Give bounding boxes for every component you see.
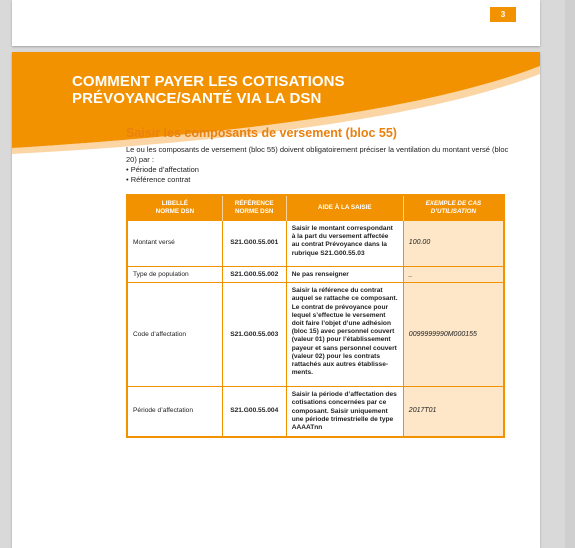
cell-reference: S21.G00.55.002 [222, 267, 286, 283]
table-row [127, 387, 504, 437]
viewer-scrollbar[interactable] [565, 0, 575, 548]
cell-exemple: 2017T01 [403, 387, 504, 437]
table-header-row [127, 195, 504, 221]
bullet-item: • Période d’affectation [126, 165, 199, 174]
section-bullets [126, 165, 516, 184]
cell-reference: S21.G00.55.001 [222, 221, 286, 267]
table-row [127, 267, 504, 283]
header-exemple: EXEMPLE DE CAS D’UTILISATION [403, 195, 504, 221]
page-number-badge: 3 [490, 7, 516, 22]
bullet-item: • Référence contrat [126, 174, 191, 184]
cell-aide: Ne pas renseigner [286, 267, 403, 283]
cell-reference: S21.G00.55.003 [222, 283, 286, 387]
cell-exemple: 100.00 [403, 221, 504, 267]
cell-aide: Saisir la période d’affectation des cotisations concernées par ce composant. Saisir uniquement une période trimestrielle de type AAAATnn [286, 387, 403, 437]
section-block [126, 126, 516, 184]
header-reference: RÉFÉRENCE NORME DSN [222, 195, 286, 221]
header-libelle: LIBELLÉ NORME DSN [127, 195, 222, 221]
table-row [127, 221, 504, 267]
banner-title [72, 73, 492, 107]
cell-aide: Saisir la référence du contrat auquel se rattache ce composant. Le contrat de prévoyance pour lequel s’effectue le versement doit faire l’objet d’une adhésion (bloc 15) avec personnel couvert (valeur 01) pour l’établissement payeur et sans personnel couvert (valeur 02) pour les contrats rattachés aux autres établisse-ments. [286, 283, 403, 387]
section-intro: Le ou les composants de versement (bloc 55) doivent obligatoirement préciser la ventilation du montant versé (bloc 20) par : [126, 145, 509, 164]
dsn-table [126, 194, 505, 438]
header-aide: AIDE À LA SAISIE [286, 195, 403, 221]
banner-title-line-1: COMMENT PAYER LES COTISATIONS [72, 73, 345, 90]
cell-libelle: Période d’affectation [127, 387, 222, 437]
banner-title-line-2: PRÉVOYANCE/SANTÉ VIA LA DSN [72, 90, 322, 107]
previous-page [12, 0, 540, 46]
cell-aide: Saisir le montant correspondant à la part du versement affectée au contrat Prévoyance dans la rubrique S21.G00.55.03 [286, 221, 403, 267]
table-row [127, 283, 504, 387]
section-heading: Saisir les composants de versement (bloc 55) [126, 126, 397, 140]
cell-reference: S21.G00.55.004 [222, 387, 286, 437]
cell-libelle: Code d’affectation [127, 283, 222, 387]
cell-exemple: 0099999990M000155 [403, 283, 504, 387]
cell-exemple: _ [403, 267, 504, 283]
cell-libelle: Montant versé [127, 221, 222, 267]
cell-libelle: Type de population [127, 267, 222, 283]
